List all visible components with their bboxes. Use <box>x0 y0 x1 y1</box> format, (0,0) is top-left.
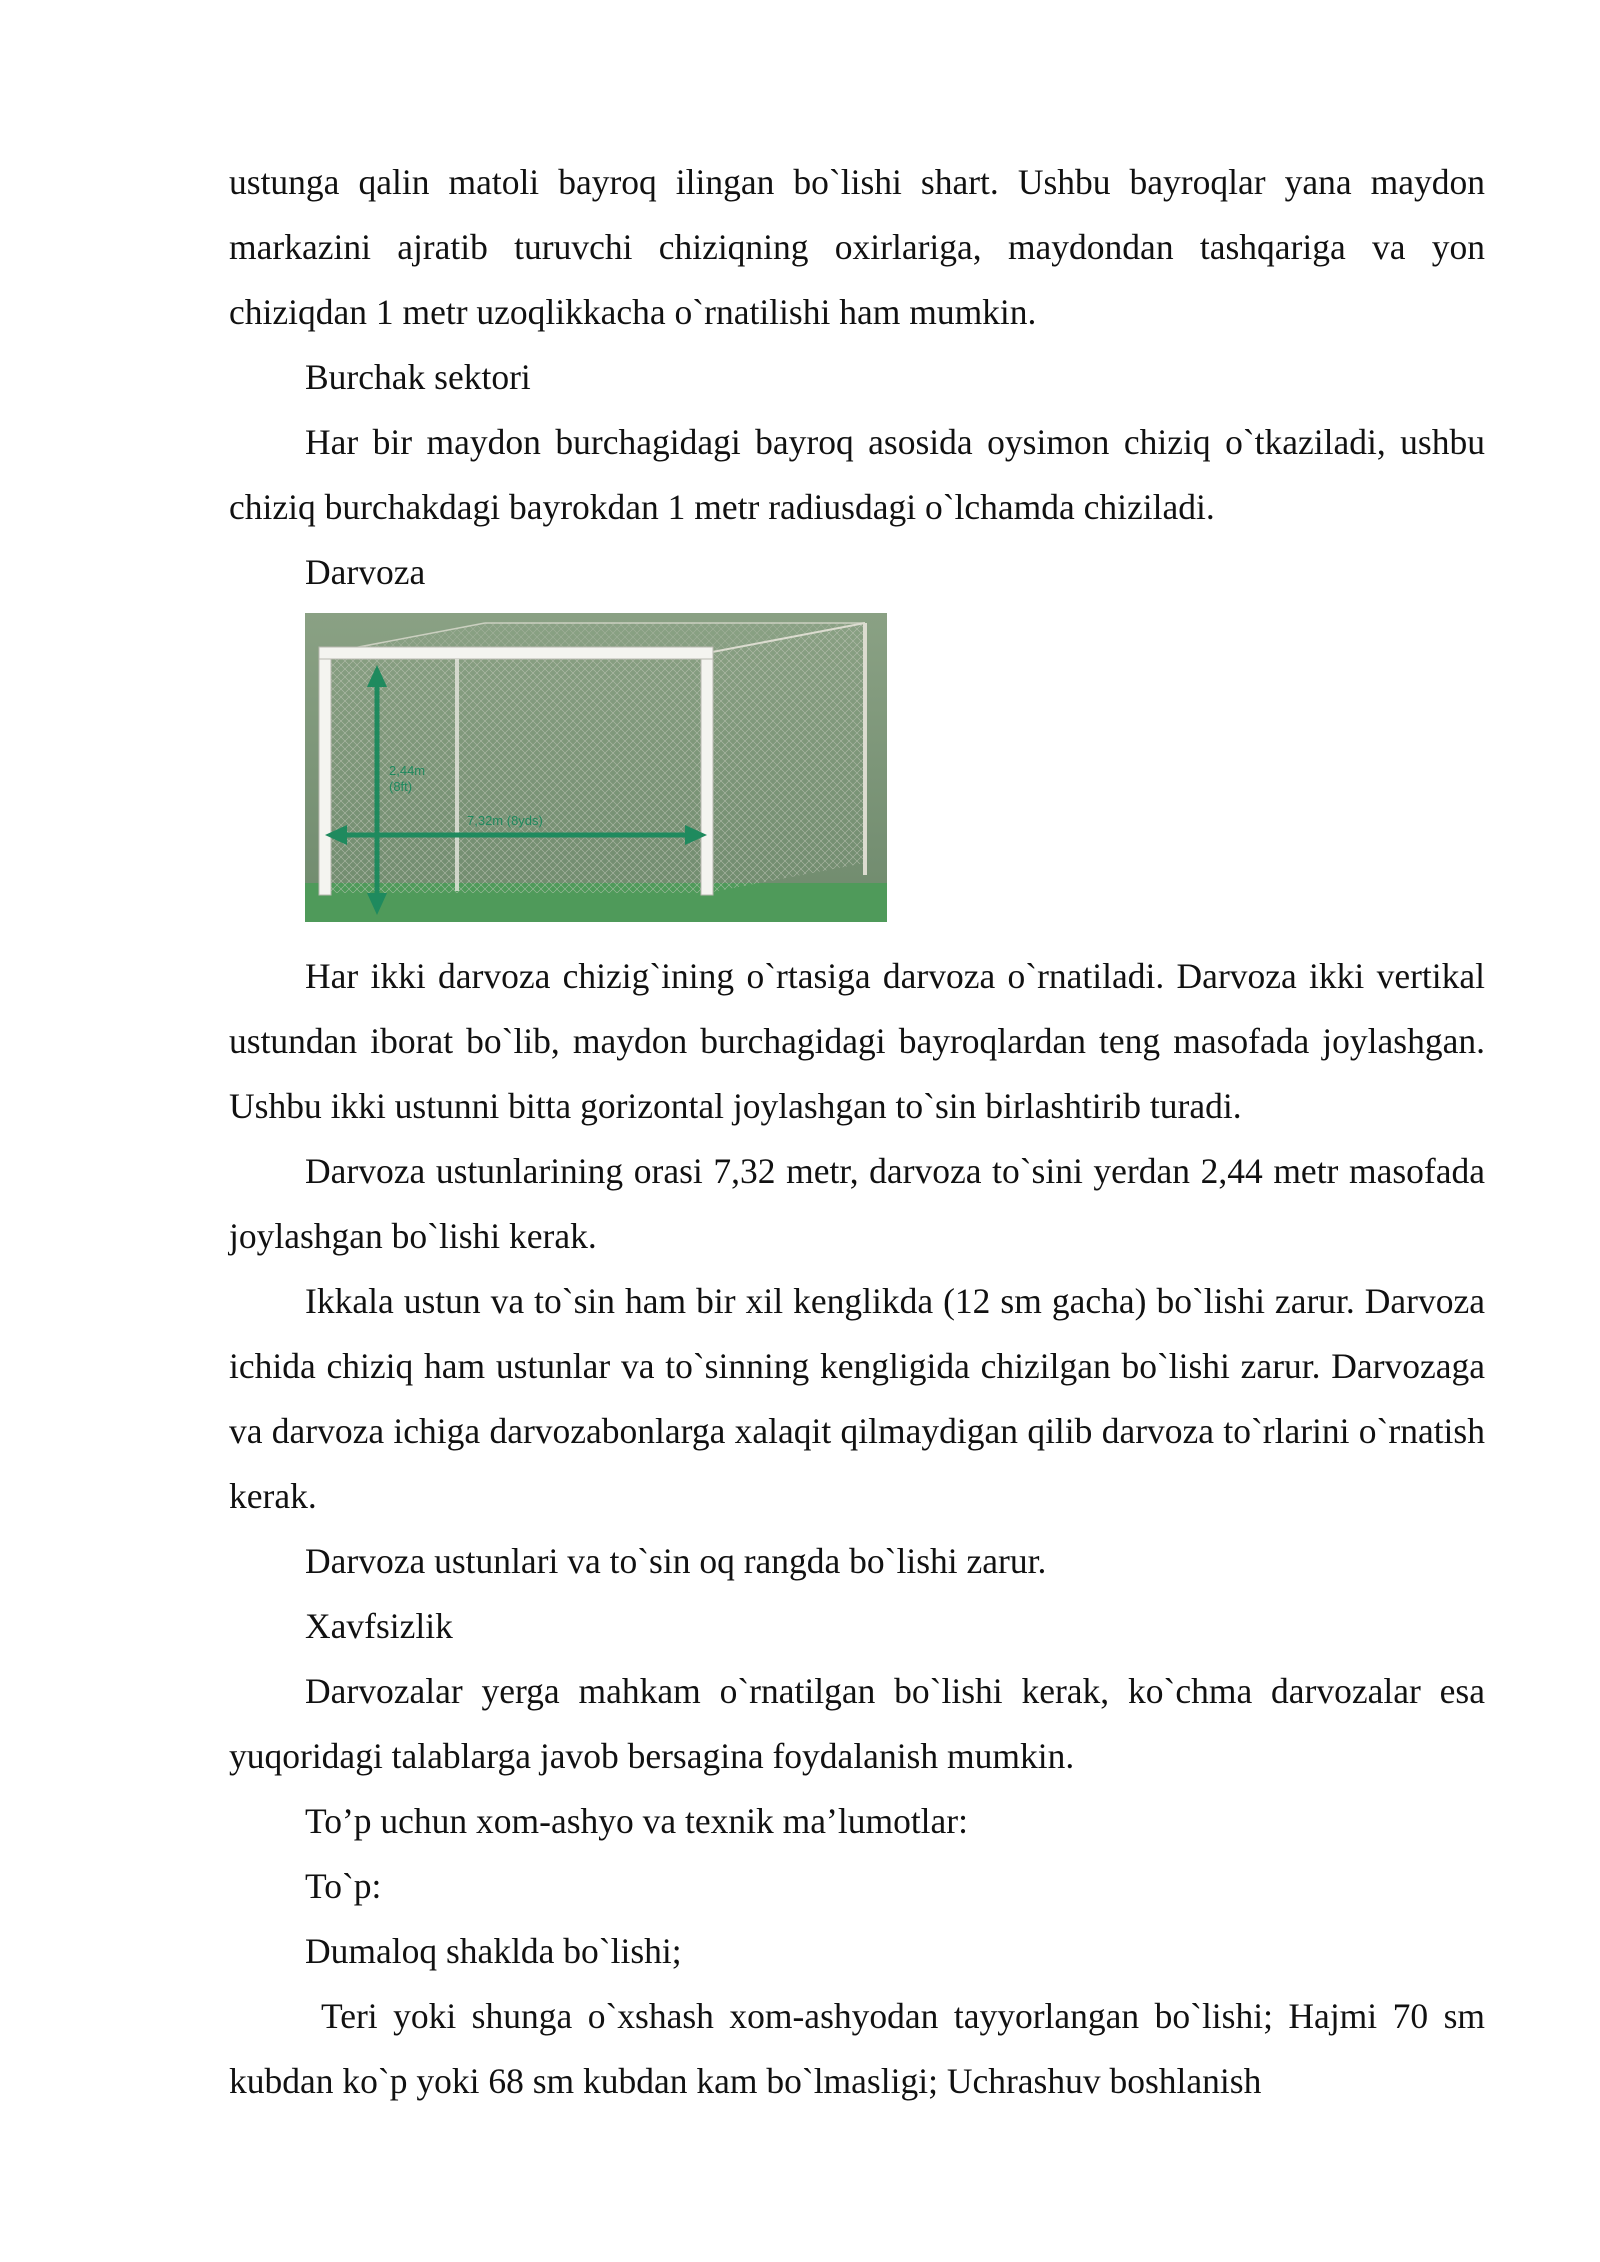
goal-right-post <box>701 649 713 895</box>
height-label-imperial: (8ft) <box>389 779 413 794</box>
height-label: 2,44m <box>389 763 426 778</box>
goal-crossbar <box>319 647 713 659</box>
goal-left-post <box>319 649 331 895</box>
heading-corner-sector: Burchak sektori <box>305 357 531 397</box>
document-page <box>229 150 1485 2114</box>
goal-net-front <box>327 653 707 893</box>
paragraph-corner-arc: Har bir maydon burchagidagi bayroq asosida oysimon chiziq o`tkaziladi, ushbu chiziq burchakdagi bayrokdan 1 metr radiusdagi o`lchamda chiziladi. <box>229 422 1485 527</box>
paragraph-goal-color: Darvoza ustunlari va to`sin oq rangda bo`lishi zarur. <box>305 1541 1047 1581</box>
width-label: 7,32m (8yds) <box>467 813 543 828</box>
paragraph-ball-label: To`p: <box>305 1866 382 1906</box>
paragraph-ball-specs-intro: To’p uchun xom-ashyo va texnik ma’lumotlar: <box>305 1801 968 1841</box>
paragraph-post-width: Ikkala ustun va to`sin ham bir xil kenglikda (12 sm gacha) bo`lishi zarur. Darvoza ichida chiziq ham ustunlar va to`sinning kengligida chizilgan bo`lishi zarur. Darvozaga va darvoza ichiga darvozabonlarga xalaqit qilmaydigan qilib darvoza to`rlarini o`rnatish kerak. <box>229 1281 1485 1516</box>
paragraph-goal-placement: Har ikki darvoza chizig`ining o`rtasiga darvoza o`rnatiladi. Darvoza ikki vertikal ustundan iborat bo`lib, maydon burchagidagi bayroqlardan teng masofada joylashgan. Ushbu ikki ustunni bitta gorizontal joylashgan to`sin birlashtirib turadi. <box>229 956 1485 1126</box>
goal-net-side <box>707 623 865 893</box>
paragraph-ball-material: Teri yoki shunga o`xshash xom-ashyodan tayyorlangan bo`lishi; Hajmi 70 sm kubdan ko`p yoki 68 sm kubdan kam bo`lmasligi; Uchrashuv boshlanish <box>229 1996 1485 2101</box>
goal-illustration <box>305 613 887 922</box>
paragraph-safety: Darvozalar yerga mahkam o`rnatilgan bo`lishi kerak, ko`chma darvozalar esa yuqoridagi talablarga javob bersagina foydalanish mumkin. <box>229 1671 1485 1776</box>
heading-safety: Xavfsizlik <box>305 1606 453 1646</box>
heading-goal: Darvoza <box>305 552 426 592</box>
paragraph-goal-dimensions: Darvoza ustunlarining orasi 7,32 metr, darvoza to`sini yerdan 2,44 metr masofada joylashgan bo`lishi kerak. <box>229 1151 1485 1256</box>
goal-dimensions-image <box>305 613 887 922</box>
paragraph-ball-shape: Dumaloq shaklda bo`lishi; <box>305 1931 682 1971</box>
paragraph-flag-continuation: ustunga qalin matoli bayroq ilingan bo`lishi shart. Ushbu bayroqlar yana maydon markazini ajratib turuvchi chiziqning oxirlariga, maydondan tashqariga va yon chiziqdan 1 metr uzoqlikkacha o`rnatilishi ham mumkin. <box>229 162 1485 332</box>
